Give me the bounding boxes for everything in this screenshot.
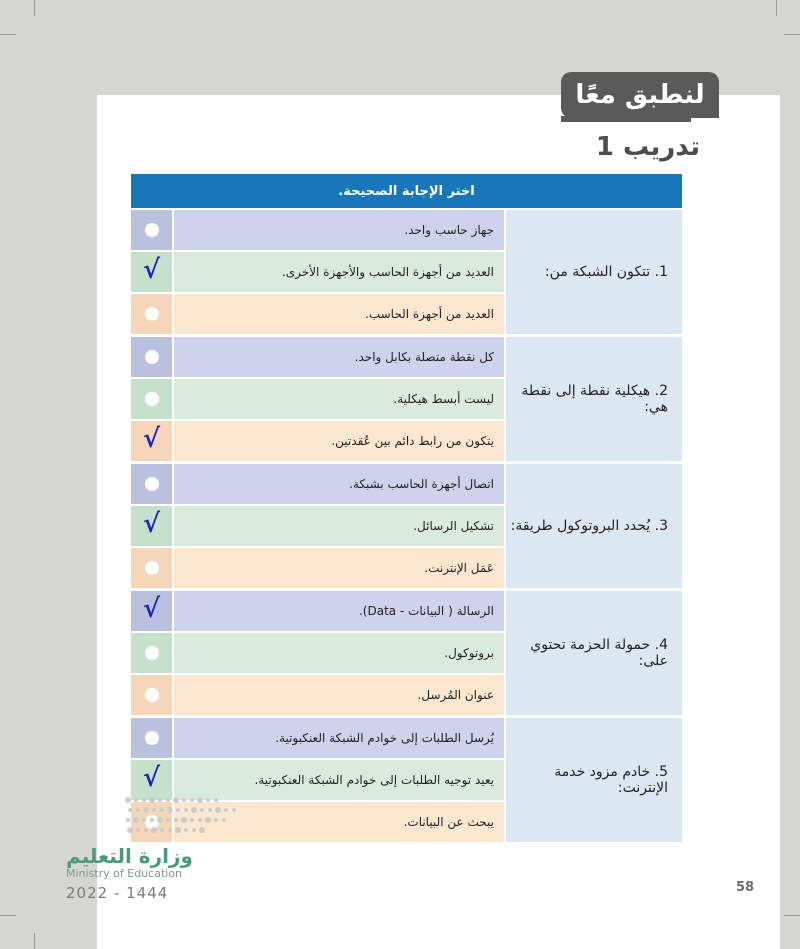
section-banner	[561, 72, 719, 118]
question-text: 3. يُحدد البروتوكول طريقة:	[510, 518, 668, 534]
answer-option[interactable]	[174, 506, 504, 546]
answer-text: العديد من أجهزة الحاسب.	[365, 307, 494, 321]
answer-option[interactable]	[174, 421, 504, 461]
crop-mark	[34, 933, 35, 949]
option-marker-cell[interactable]	[131, 294, 172, 334]
radio-circle-icon[interactable]	[145, 350, 159, 364]
radio-circle-icon[interactable]	[145, 223, 159, 237]
option-marker-cell[interactable]	[131, 337, 172, 377]
table-header	[131, 174, 682, 208]
option-marker-cell[interactable]	[131, 548, 172, 588]
answer-text: عَمَل الإنترنت.	[424, 561, 494, 575]
publication-year: 2022 - 1444	[66, 884, 169, 902]
question-text: 1. تتكون الشبكة من:	[544, 264, 668, 280]
answer-option[interactable]	[174, 633, 504, 673]
answer-option[interactable]	[174, 294, 504, 334]
answer-text: عنوان المُرسل.	[417, 688, 494, 702]
crop-mark	[0, 34, 16, 35]
option-marker-cell[interactable]	[131, 464, 172, 504]
answer-text: يبحث عن البيانات.	[403, 815, 494, 829]
answer-option[interactable]	[174, 760, 504, 800]
crop-mark	[784, 915, 800, 916]
banner-title: لنطبق معًا	[575, 80, 705, 110]
question-cell	[506, 464, 682, 588]
answer-text: العديد من أجهزة الحاسب والأجهزة الأخرى.	[281, 265, 494, 279]
answer-text: تشكيل الرسائل.	[413, 519, 494, 533]
checkmark-icon: √	[142, 763, 161, 793]
option-marker-cell[interactable]	[131, 421, 172, 461]
answer-option[interactable]	[174, 591, 504, 631]
answer-text: جهاز حاسب واحد.	[404, 223, 494, 237]
table-header-text: اختر الإجابة الصحيحة.	[338, 183, 475, 199]
answer-text: يُرسل الطلبات إلى خوادم الشبكة العنكبوتية.	[275, 731, 494, 745]
radio-circle-icon[interactable]	[145, 477, 159, 491]
answer-text: الرسالة ( البيانات - Data).	[358, 604, 494, 618]
answer-option[interactable]	[174, 252, 504, 292]
radio-circle-icon[interactable]	[145, 561, 159, 575]
answer-option[interactable]	[174, 379, 504, 419]
question-text: 2. هيكلية نقطة إلى نقطة هي:	[521, 383, 668, 415]
answer-text: يعيد توجيه الطلبات إلى خوادم الشبكة العنكبوتية.	[254, 773, 494, 787]
answer-text: كل نقطة متصلة بكابل واحد.	[354, 350, 494, 364]
crop-mark	[0, 915, 16, 916]
question-cell	[506, 591, 682, 715]
answer-option[interactable]	[174, 675, 504, 715]
answer-option[interactable]	[174, 337, 504, 377]
checkmark-icon: √	[142, 255, 161, 285]
checkmark-icon: √	[142, 509, 161, 539]
option-marker-cell[interactable]	[131, 633, 172, 673]
page-number: 58	[736, 880, 755, 895]
option-marker-cell[interactable]	[131, 252, 172, 292]
ministry-logo-dots	[124, 795, 242, 837]
radio-circle-icon[interactable]	[145, 646, 159, 660]
answer-text: ليست أبسط هيكلية.	[393, 392, 494, 406]
radio-circle-icon[interactable]	[145, 307, 159, 321]
exercise-title: تدريب 1	[595, 132, 700, 162]
radio-circle-icon[interactable]	[145, 731, 159, 745]
crop-mark	[34, 0, 35, 16]
checkmark-icon: √	[142, 424, 161, 454]
answer-text: يتكون من رابط دائم بين عُقدتين.	[331, 434, 494, 448]
crop-mark	[784, 34, 800, 35]
question-text: 4. حمولة الحزمة تحتوي على:	[530, 637, 668, 669]
ministry-name-english: Ministry of Education	[66, 867, 183, 880]
answer-option[interactable]	[174, 718, 504, 758]
question-cell	[506, 337, 682, 461]
option-marker-cell[interactable]	[131, 760, 172, 800]
answer-text: اتصال أجهزة الحاسب بشبكة.	[349, 477, 494, 491]
option-marker-cell[interactable]	[131, 506, 172, 546]
radio-circle-icon[interactable]	[145, 688, 159, 702]
answer-text: بروتوكول.	[444, 646, 494, 660]
option-marker-cell[interactable]	[131, 379, 172, 419]
checkmark-icon: √	[142, 594, 161, 624]
option-marker-cell[interactable]	[131, 675, 172, 715]
ministry-name-arabic: وزارة التعليم	[66, 844, 193, 868]
radio-circle-icon[interactable]	[145, 392, 159, 406]
answer-option[interactable]	[174, 464, 504, 504]
option-marker-cell[interactable]	[131, 210, 172, 250]
answer-option[interactable]	[174, 210, 504, 250]
crop-mark	[776, 0, 777, 16]
option-marker-cell[interactable]	[131, 718, 172, 758]
question-text: 5. خادم مزود خدمة الإنترنت:	[554, 764, 668, 796]
option-marker-cell[interactable]	[131, 591, 172, 631]
question-cell	[506, 718, 682, 842]
question-cell	[506, 210, 682, 334]
answer-option[interactable]	[174, 548, 504, 588]
